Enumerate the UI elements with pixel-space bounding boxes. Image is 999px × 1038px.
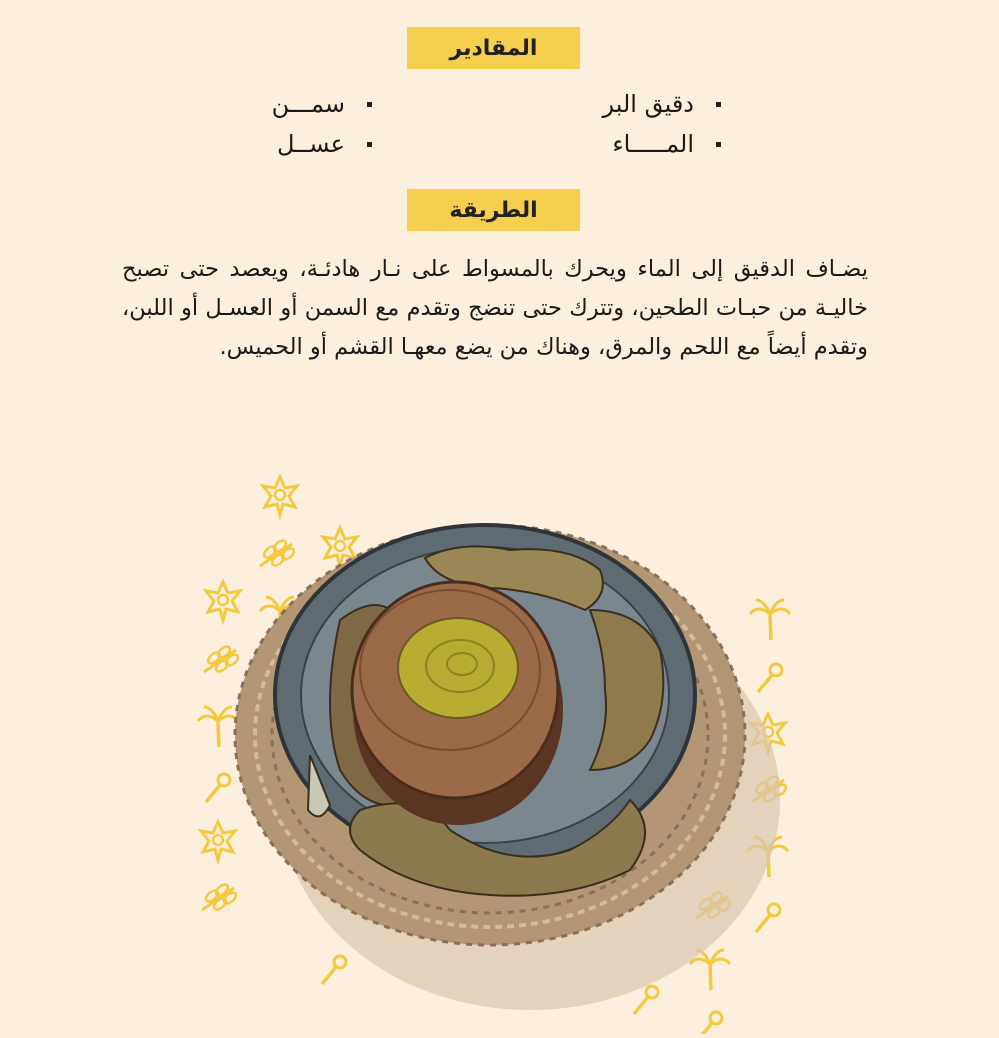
clove-icon — [322, 956, 346, 984]
method-paragraph: يضـاف الدقيق إلى الماء ويحرك بالمسواط على نـار هادئـة، ويعصد حتى تصبح خاليـة من حبـات الطحين، وتترك حتى تنضج وتقدم مع السمن أو العسـل أو اللبن، وتقدم أيضاً مع اللحم والمرق، وهناك من يضع معهـا القشم أو الحميس. — [122, 256, 868, 360]
star-flower-icon — [263, 477, 297, 515]
ingredient-label: المـــــاء — [612, 130, 694, 158]
method-heading — [407, 189, 580, 231]
leaf-branch-icon — [202, 882, 238, 911]
leaf-branch-icon — [260, 538, 296, 567]
ingredient-item — [272, 90, 372, 118]
porridge-dish-illustration — [190, 470, 810, 1034]
clove-icon — [206, 774, 230, 802]
ingredient-item — [612, 130, 721, 158]
star-flower-icon — [206, 582, 240, 620]
ingredients-heading-text: المقادير — [449, 35, 538, 61]
porridge-mound — [352, 582, 563, 825]
ingredient-label: سمـــن — [271, 90, 345, 118]
ingredient-label: دقيق البر — [602, 90, 694, 118]
ingredient-item — [602, 90, 721, 118]
clove-icon — [698, 1012, 722, 1034]
clove-icon — [634, 986, 658, 1014]
bullet-icon — [716, 102, 721, 107]
bullet-icon — [367, 102, 372, 107]
bullet-icon — [367, 142, 372, 147]
ingredient-label: عســل — [277, 130, 345, 158]
ingredients-heading — [407, 27, 580, 69]
palm-tree-icon — [198, 707, 238, 747]
star-flower-icon — [201, 822, 235, 860]
palm-tree-icon — [750, 600, 790, 640]
clove-icon — [756, 904, 780, 932]
method-heading-text: الطريقة — [449, 197, 538, 223]
leaf-branch-icon — [204, 644, 240, 673]
ingredient-item — [277, 130, 372, 158]
bullet-icon — [716, 142, 721, 147]
clove-icon — [758, 664, 782, 692]
